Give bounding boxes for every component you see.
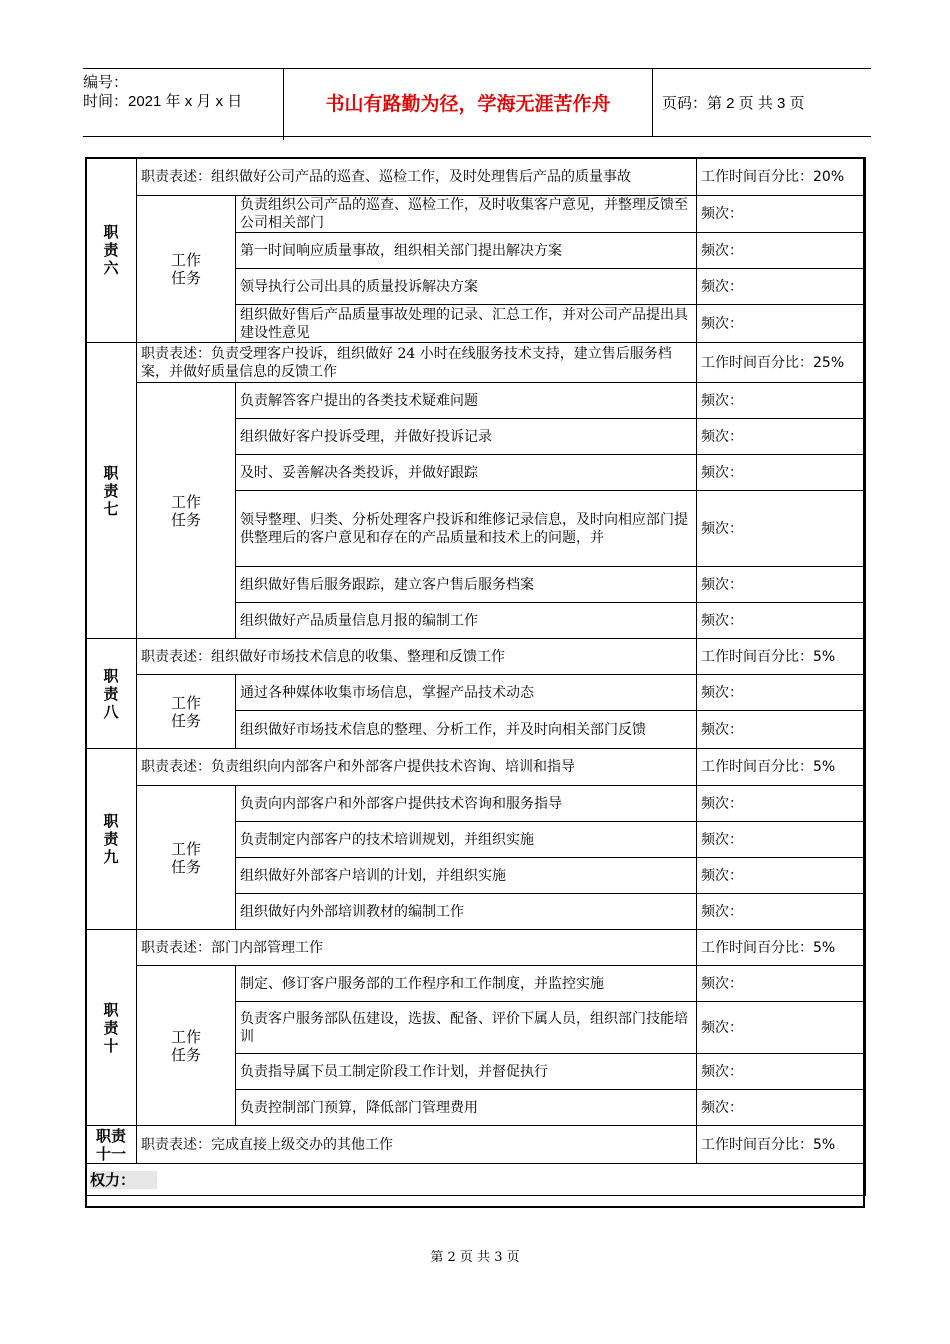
description-prefix: 职责表述： <box>141 759 211 775</box>
work-task-label-text: 工作任务 <box>170 251 201 287</box>
description-text: 组织做好公司产品的巡查、巡检工作，及时处理售后产品的质量事故 <box>211 168 631 185</box>
task-row <box>86 383 866 419</box>
frequency-cell: 频次： <box>697 966 866 1002</box>
description-text: 部门内部管理工作 <box>211 939 323 956</box>
work-task-label <box>137 383 236 639</box>
task-text: 组织做好内外部培训教材的编制工作 <box>236 894 697 930</box>
duty-description <box>137 158 697 196</box>
work-task-label <box>137 786 236 930</box>
task-row <box>86 675 866 711</box>
duty-description-row <box>86 639 866 675</box>
duty-description <box>137 1126 697 1164</box>
authority-label-text: 权力： <box>90 1171 157 1189</box>
task-text: 组织做好售后产品质量事故处理的记录、汇总工作，并对公司产品提出具建设性意见 <box>236 305 697 343</box>
description-prefix: 职责表述： <box>141 1136 211 1153</box>
time-percentage: 工作时间百分比：5% <box>697 930 866 966</box>
frequency-cell: 频次： <box>697 233 866 269</box>
task-text: 负责向内部客户和外部客户提供技术咨询和服务指导 <box>236 786 697 822</box>
duty-description-row <box>86 930 866 966</box>
authority-row <box>86 1164 866 1196</box>
task-text: 组织做好客户投诉受理，并做好投诉记录 <box>236 419 697 455</box>
duty-description-row <box>86 343 866 383</box>
job-duties-table <box>85 157 866 1196</box>
task-text: 制定、修订客户服务部的工作程序和工作制度，并监控实施 <box>236 966 697 1002</box>
task-text: 负责控制部门预算，降低部门管理费用 <box>236 1090 697 1126</box>
time-percentage: 工作时间百分比：5% <box>697 639 866 675</box>
frequency-cell: 频次： <box>697 858 866 894</box>
task-text: 负责组织公司产品的巡查、巡检工作，及时收集客户意见，并整理反馈至公司相关部门 <box>236 196 697 233</box>
authority-label <box>86 1164 866 1196</box>
frequency-cell: 频次： <box>697 383 866 419</box>
document-date: 时间：2021 年 x 月 x 日 <box>83 93 243 110</box>
page-header <box>83 68 871 137</box>
task-text: 负责客户服务部队伍建设，选拔、配备、评价下属人员，组织部门技能培训 <box>236 1002 697 1054</box>
work-task-label-text: 工作任务 <box>170 839 201 876</box>
frequency-cell: 频次： <box>697 711 866 749</box>
task-text: 负责解答客户提出的各类技术疑难问题 <box>236 383 697 419</box>
work-task-label-text: 工作任务 <box>170 1027 201 1064</box>
description-text: 组织做好市场技术信息的收集、整理和反馈工作 <box>211 648 505 665</box>
duty-name: 职 责 十 <box>86 930 137 1126</box>
frequency-cell: 频次： <box>697 305 866 343</box>
frequency-cell: 频次： <box>697 269 866 305</box>
description-prefix: 职责表述： <box>141 345 211 362</box>
duty-description-row <box>86 158 866 196</box>
page-footer: 第 2 页 共 3 页 <box>430 1250 520 1265</box>
task-text: 及时、妥善解决各类投诉，并做好跟踪 <box>236 455 697 491</box>
work-task-label <box>137 196 236 343</box>
task-text: 领导整理、归类、分析处理客户投诉和维修记录信息，及时向相应部门提供整理后的客户意见和存在的产品质量和技术上的问题，并 <box>236 491 697 567</box>
duty-description-row <box>86 749 866 786</box>
description-text: 负责受理客户投诉，组织做好 24 小时在线服务技术支持，建立售后服务档案，并做好质量信息的反馈工作 <box>141 345 672 380</box>
task-text: 负责指导属下员工制定阶段工作计划，并督促执行 <box>236 1054 697 1090</box>
task-text: 组织做好售后服务跟踪，建立客户售后服务档案 <box>236 567 697 603</box>
frequency-cell: 频次： <box>697 419 866 455</box>
work-task-label <box>137 966 236 1126</box>
duty-name: 职 责 六 <box>86 158 137 343</box>
task-text: 组织做好外部客户培训的计划，并组织实施 <box>236 858 697 894</box>
duty-description <box>137 639 697 675</box>
duty-description-row <box>86 1126 866 1164</box>
task-row <box>86 966 866 1002</box>
task-row <box>86 196 866 233</box>
time-percentage: 工作时间百分比：5% <box>697 1126 866 1164</box>
frequency-cell: 频次： <box>697 491 866 567</box>
frequency-cell: 频次： <box>697 1090 866 1126</box>
description-prefix: 职责表述： <box>141 648 211 665</box>
task-text: 领导执行公司出具的质量投诉解决方案 <box>236 269 697 305</box>
task-text: 第一时间响应质量事故，组织相关部门提出解决方案 <box>236 233 697 269</box>
task-text: 通过各种媒体收集市场信息，掌握产品技术动态 <box>236 675 697 711</box>
duty-name: 职 责 九 <box>86 749 137 930</box>
task-row <box>86 786 866 822</box>
header-meta <box>83 69 284 140</box>
frequency-cell: 频次： <box>697 455 866 491</box>
duty-name: 职 责 七 <box>86 343 137 639</box>
work-task-label-text: 工作任务 <box>170 492 201 529</box>
description-prefix: 职责表述： <box>141 939 211 956</box>
duty-name: 职 责 八 <box>86 639 137 749</box>
frequency-cell: 频次： <box>697 1054 866 1090</box>
work-task-label-text: 工作任务 <box>170 693 201 730</box>
frequency-cell: 频次： <box>697 567 866 603</box>
time-percentage: 工作时间百分比：20% <box>697 158 866 196</box>
frequency-cell: 频次： <box>697 822 866 858</box>
task-text: 负责制定内部客户的技术培训规划，并组织实施 <box>236 822 697 858</box>
frequency-cell: 频次： <box>697 786 866 822</box>
task-text: 组织做好市场技术信息的整理、分析工作，并及时向相关部门反馈 <box>236 711 697 749</box>
description-prefix: 职责表述： <box>141 168 211 185</box>
document-number-label: 编号： <box>83 74 129 91</box>
frequency-cell: 频次： <box>697 1002 866 1054</box>
duty-description <box>137 749 697 786</box>
task-text: 组织做好产品质量信息月报的编制工作 <box>236 603 697 639</box>
description-text: 完成直接上级交办的其他工作 <box>211 1136 393 1153</box>
frequency-cell: 频次： <box>697 894 866 930</box>
description-text: 负责组织向内部客户和外部客户提供技术咨询、培训和指导 <box>211 759 575 775</box>
duty-description <box>137 930 697 966</box>
duty-name: 职责 十一 <box>86 1126 137 1164</box>
header-page-number: 页码：第 2 页 共 3 页 <box>662 95 805 112</box>
frequency-cell: 频次： <box>697 196 866 233</box>
header-motto: 书山有路勤为径，学海无涯苦作舟 <box>284 69 653 136</box>
work-task-label <box>137 675 236 749</box>
duty-description <box>137 343 697 383</box>
frequency-cell: 频次： <box>697 675 866 711</box>
time-percentage: 工作时间百分比：25% <box>697 343 866 383</box>
frequency-cell: 频次： <box>697 603 866 639</box>
time-percentage: 工作时间百分比：5% <box>697 749 866 786</box>
